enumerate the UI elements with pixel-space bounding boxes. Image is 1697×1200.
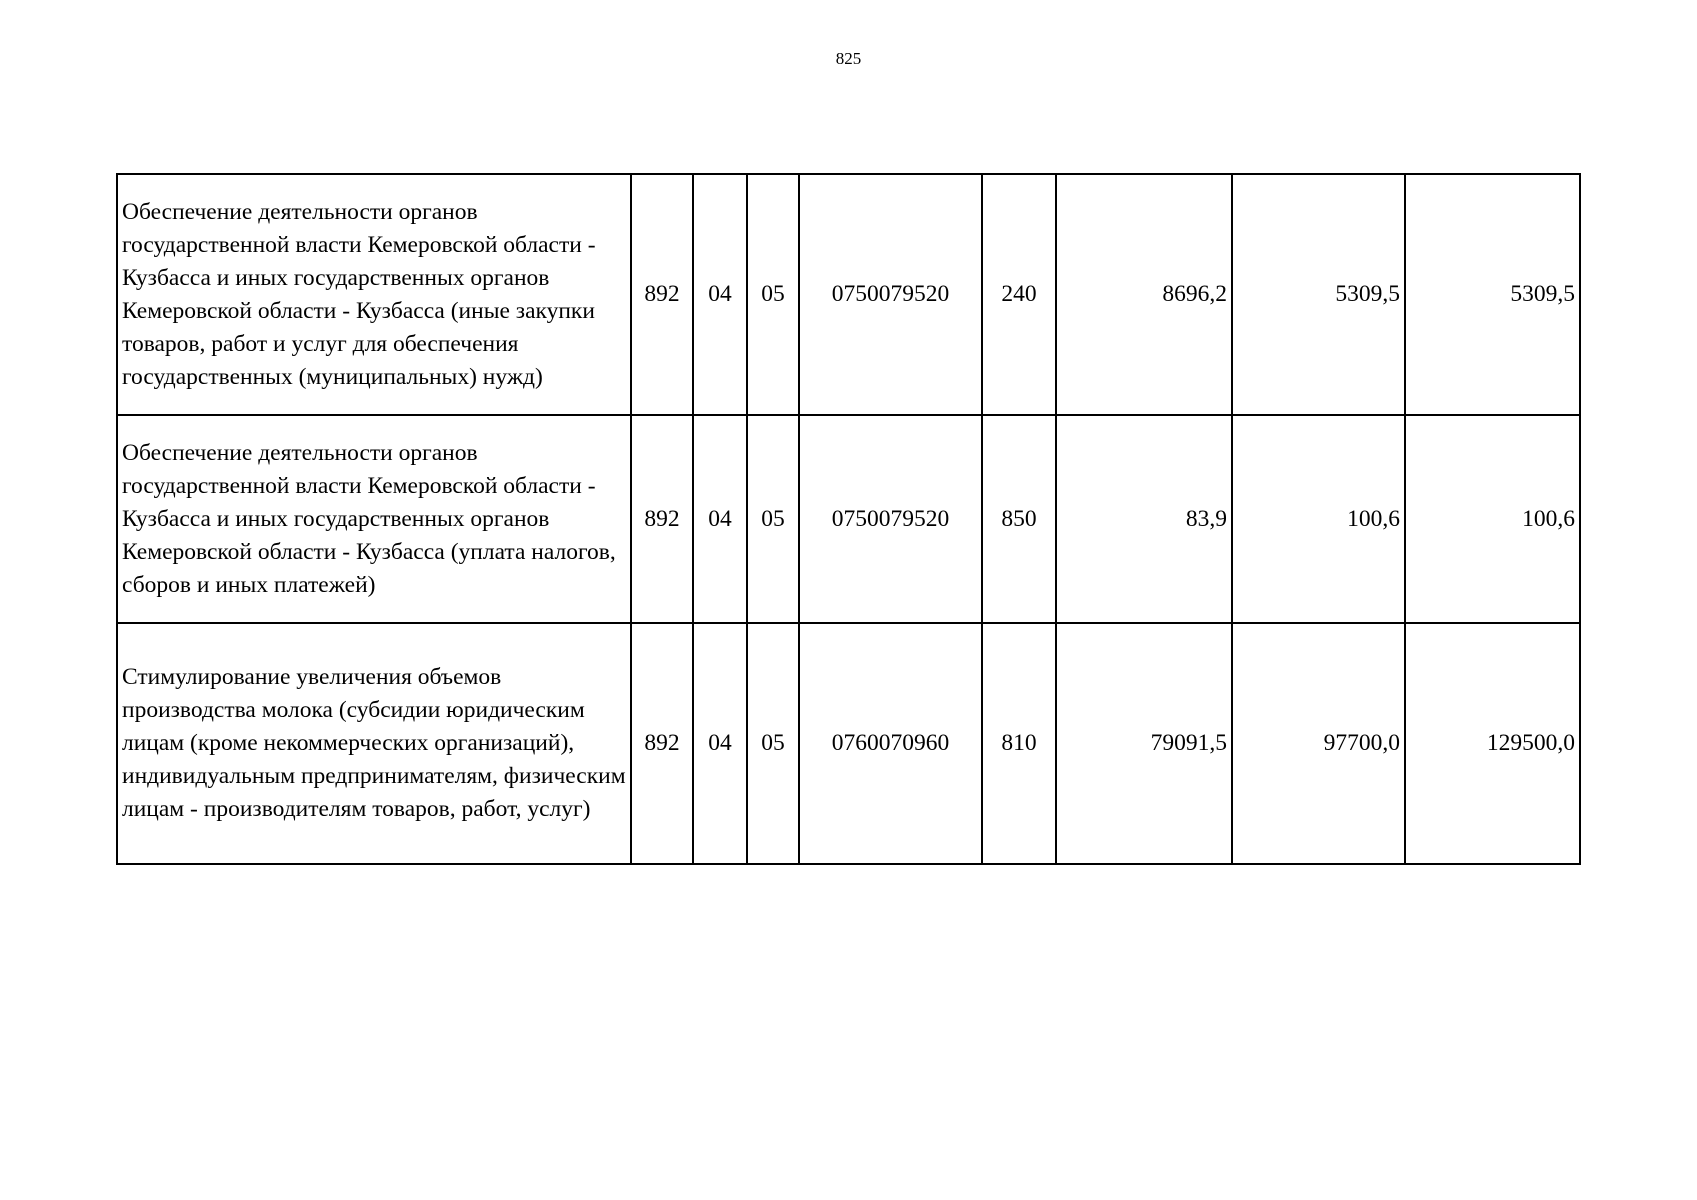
sum-year-3-cell: 5309,5 [1405, 174, 1580, 415]
sum-year-1-cell: 79091,5 [1056, 623, 1232, 864]
expense-type-cell: 850 [982, 415, 1056, 623]
ministry-code-cell: 892 [631, 174, 693, 415]
expense-name-cell: Стимулирование увеличения объемов производства молока (субсидии юридическим лицам (кроме некоммерческих организаций), индивидуальным предпринимателям, физическим лицам - производителям товаров, работ, услуг) [117, 623, 631, 864]
budget-table [116, 173, 1581, 865]
expense-name-cell: Обеспечение деятельности органов государственной власти Кемеровской области - Кузбасса и иных государственных органов Кемеровской области - Кузбасса (иные закупки товаров, работ и услуг для обеспечения государственных (муниципальных) нужд) [117, 174, 631, 415]
sum-year-3-cell: 129500,0 [1405, 623, 1580, 864]
sum-year-3-cell: 100,6 [1405, 415, 1580, 623]
target-article-cell: 0750079520 [799, 174, 982, 415]
sum-year-1-cell: 83,9 [1056, 415, 1232, 623]
expense-type-cell: 810 [982, 623, 1056, 864]
table-row [117, 415, 1580, 623]
target-article-cell: 0750079520 [799, 415, 982, 623]
section-code-cell: 04 [693, 415, 747, 623]
expense-type-cell: 240 [982, 174, 1056, 415]
subsection-code-cell: 05 [747, 174, 799, 415]
ministry-code-cell: 892 [631, 623, 693, 864]
page-number: 825 [835, 49, 862, 68]
subsection-code-cell: 05 [747, 623, 799, 864]
ministry-code-cell: 892 [631, 415, 693, 623]
table-row [117, 174, 1580, 415]
section-code-cell: 04 [693, 174, 747, 415]
sum-year-2-cell: 100,6 [1232, 415, 1405, 623]
section-code-cell: 04 [693, 623, 747, 864]
target-article-cell: 0760070960 [799, 623, 982, 864]
subsection-code-cell: 05 [747, 415, 799, 623]
sum-year-1-cell: 8696,2 [1056, 174, 1232, 415]
expense-name-cell: Обеспечение деятельности органов государственной власти Кемеровской области - Кузбасса и иных государственных органов Кемеровской области - Кузбасса (уплата налогов, сборов и иных платежей) [117, 415, 631, 623]
table-row [117, 623, 1580, 864]
sum-year-2-cell: 5309,5 [1232, 174, 1405, 415]
sum-year-2-cell: 97700,0 [1232, 623, 1405, 864]
